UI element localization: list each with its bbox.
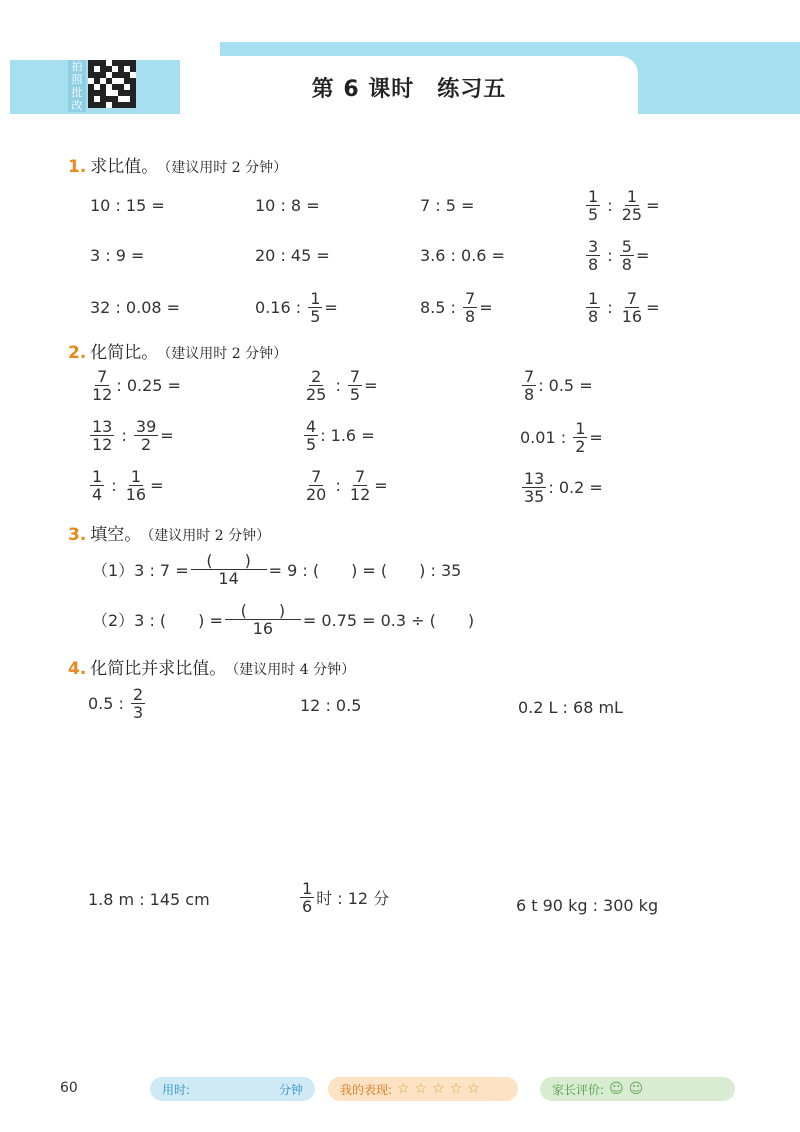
problem: $\frac{2}{25}$ : $\frac{7}{5}$ = xyxy=(306,367,378,404)
fraction: $\frac{7}{16}$ xyxy=(621,289,643,326)
star-icon[interactable]: ☆ xyxy=(397,1081,410,1097)
section-number: 1. xyxy=(68,157,87,177)
problem: 8.5 : $\frac{7}{8}$ = xyxy=(420,289,493,326)
time-hint: （建议用时 4 分钟） xyxy=(232,662,356,678)
section-number: 3. xyxy=(68,525,87,545)
section-4-title xyxy=(68,654,355,679)
parent-evaluation-box xyxy=(540,1077,735,1101)
fraction: $\frac{13}{35}$ xyxy=(524,469,545,506)
problem: $\frac{4}{5}$ : 1.6 = xyxy=(306,417,375,454)
star-icon[interactable]: ☆ xyxy=(467,1081,480,1097)
time-box xyxy=(150,1077,315,1101)
fraction: $\frac{1}{5}$ xyxy=(310,289,321,326)
section-2-title xyxy=(68,338,287,363)
problem: 7 : 5 = xyxy=(420,196,475,215)
qr-code-icon[interactable] xyxy=(88,60,136,108)
fraction: $\frac{7}{12}$ xyxy=(349,467,371,504)
fraction: $\frac{2}{25}$ xyxy=(306,367,327,404)
problem: 10 : 15 = xyxy=(90,196,165,215)
problem: $\frac{13}{12}$ : $\frac{39}{2}$ = xyxy=(92,417,174,454)
section-number: 2. xyxy=(68,343,87,363)
time-hint: （建议用时 2 分钟） xyxy=(164,346,288,362)
problem: $\frac{1}{5}$ : $\frac{1}{25}$ = xyxy=(588,187,660,224)
time-hint: （建议用时 2 分钟） xyxy=(147,528,271,544)
problem: 0.5 : $\frac{2}{3}$ xyxy=(88,685,144,722)
fraction: $\frac{( )}{16}$ xyxy=(225,602,301,637)
fill-in-problem-2: （2）3 : ( ) = $\frac{( )}{16}$ = 0.75 = 0.3 ÷ ( ) xyxy=(92,601,475,638)
section-3-title xyxy=(68,520,270,545)
fraction: $\frac{1}{25}$ xyxy=(621,187,643,224)
section-label: 求比值。 xyxy=(90,157,159,177)
problem: $\frac{3}{8}$ : $\frac{5}{8}$ = xyxy=(588,237,650,274)
problem: 3 : 9 = xyxy=(90,246,145,265)
fraction: $\frac{1}{8}$ xyxy=(588,289,599,326)
performance-box xyxy=(328,1077,518,1101)
problem: 0.01 : $\frac{1}{2}$ = xyxy=(520,419,603,456)
section-label: 化简比。 xyxy=(90,343,159,363)
problem: 12 : 0.5 xyxy=(300,696,362,715)
fraction: $\frac{7}{12}$ xyxy=(92,367,113,404)
fraction: $\frac{13}{12}$ xyxy=(92,417,113,454)
section-label: 填空。 xyxy=(90,525,142,545)
section-1-title xyxy=(68,152,287,177)
section-label: 化简比并求比值。 xyxy=(90,659,227,679)
fill-in-problem-1: （1）3 : 7 = $\frac{( )}{14}$ = 9 : ( ) = ( ) : 35 xyxy=(92,551,462,588)
time-unit: 分钟 xyxy=(278,1082,303,1097)
problem: $\frac{7}{20}$ : $\frac{7}{12}$ = xyxy=(306,467,388,504)
page-number: 60 xyxy=(60,1080,78,1096)
neutral-face-icon[interactable]: ☺ xyxy=(628,1081,644,1097)
problem: 0.16 : $\frac{1}{5}$ = xyxy=(255,289,338,326)
fraction: $\frac{1}{2}$ xyxy=(575,419,586,456)
fraction: $\frac{7}{20}$ xyxy=(306,467,327,504)
time-label: 用时: xyxy=(162,1082,191,1097)
fraction: $\frac{1}{16}$ xyxy=(125,467,147,504)
fraction: $\frac{2}{3}$ xyxy=(133,685,144,722)
problem: 6 t 90 kg : 300 kg xyxy=(516,896,659,915)
problem: $\frac{1}{6}$ 时 : 12 分 xyxy=(302,879,390,916)
smiley-face-icon[interactable]: ☺ xyxy=(609,1081,624,1097)
problem: $\frac{1}{4}$ : $\frac{1}{16}$ = xyxy=(92,467,164,504)
problem: $\frac{13}{35}$ : 0.2 = xyxy=(524,469,603,506)
problem: 3.6 : 0.6 = xyxy=(420,246,505,265)
fraction: $\frac{4}{5}$ xyxy=(306,417,317,454)
page-title: 第 6 课时 练习五 xyxy=(311,77,507,102)
problem: 0.2 L : 68 mL xyxy=(518,698,623,717)
fraction: $\frac{1}{4}$ xyxy=(92,467,103,504)
problem: $\frac{1}{8}$ : $\frac{7}{16}$ = xyxy=(588,289,660,326)
fraction: $\frac{39}{2}$ xyxy=(135,417,157,454)
parent-label: 家长评价: xyxy=(552,1082,605,1097)
star-icon[interactable]: ☆ xyxy=(414,1081,428,1097)
star-icon[interactable]: ☆ xyxy=(449,1081,463,1097)
fraction: $\frac{( )}{14}$ xyxy=(191,552,267,587)
problem: 10 : 8 = xyxy=(255,196,320,215)
section-number: 4. xyxy=(68,659,87,679)
time-hint: （建议用时 2 分钟） xyxy=(164,160,288,176)
problem: 1.8 m : 145 cm xyxy=(88,890,210,909)
problem: $\frac{7}{8}$ : 0.5 = xyxy=(524,367,593,404)
fraction: $\frac{7}{8}$ xyxy=(465,289,476,326)
fraction: $\frac{3}{8}$ xyxy=(588,237,599,274)
fraction: $\frac{7}{5}$ xyxy=(349,367,361,404)
fraction: $\frac{1}{6}$ xyxy=(302,879,313,916)
problem: $\frac{7}{12}$ : 0.25 = xyxy=(92,367,181,404)
fraction: $\frac{7}{8}$ xyxy=(524,367,535,404)
star-icon[interactable]: ☆ xyxy=(432,1081,445,1097)
qr-label: 拍照批改 xyxy=(68,60,86,112)
problem: 32 : 0.08 = xyxy=(90,298,181,317)
fraction: $\frac{5}{8}$ xyxy=(621,237,632,274)
fraction: $\frac{1}{5}$ xyxy=(588,187,599,224)
performance-label: 我的表现: xyxy=(340,1082,393,1097)
problem: 20 : 45 = xyxy=(255,246,330,265)
